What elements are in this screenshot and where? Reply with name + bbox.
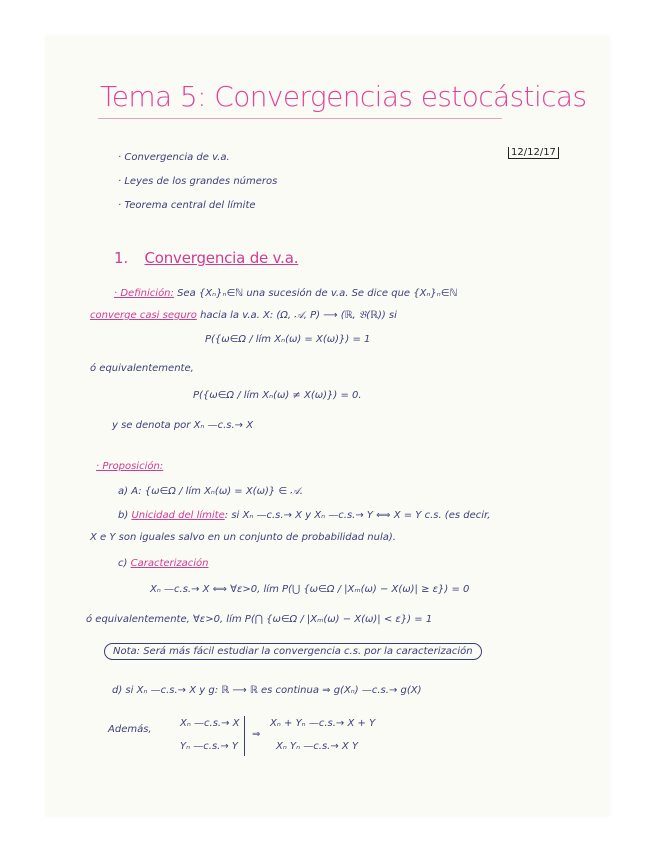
proposition-item-b <box>118 510 490 521</box>
contents-item-convergencia: · Convergencia de v.a. <box>118 152 230 163</box>
implies-arrow: ⇒ <box>252 729 261 740</box>
page-title: Tema 5: Convergencias estocásticas <box>100 80 587 113</box>
conclusion-sum: Xₙ + Yₙ —c.s.→ X + Y <box>270 718 376 729</box>
characterization-formula: Xₙ —c.s.→ X ⟺ ∀ε>0, lím P(⋃ {ω∈Ω / |Xₘ(ω) − X(ω)| ≥ ε}) = 0 <box>150 584 470 595</box>
item-c-term: Caracterización <box>130 558 209 569</box>
characterization-equivalent: ó equivalentemente, ∀ε>0, lím P(⋂ {ω∈Ω / |Xₘ(ω) − X(ω)| < ε}) = 1 <box>86 614 433 625</box>
note-box: Nota: Será más fácil estudiar la convergencia c.s. por la caracterización <box>104 643 482 660</box>
section-heading <box>114 249 298 267</box>
item-c-label: c) <box>118 558 128 569</box>
premise-y: Yₙ —c.s.→ Y <box>180 741 239 752</box>
ademas-label: Además, <box>108 724 152 735</box>
proposition-label: · Proposición: <box>96 461 164 472</box>
item-b-term: Unicidad del límite <box>131 510 225 521</box>
definition-formula-1: P({ω∈Ω / lím Xₙ(ω) = X(ω)}) = 1 <box>205 334 371 345</box>
definition-label: · Definición: <box>114 288 174 299</box>
definition-term: converge casi seguro <box>90 310 197 321</box>
date-stamp: 12/12/17 <box>508 147 559 159</box>
title-underline <box>98 118 502 119</box>
contents-item-leyes: · Leyes de los grandes números <box>118 176 278 187</box>
definition-text: Sea {Xₙ}ₙ∈ℕ una sucesión de v.a. Se dice que {Xₙ}ₙ∈ℕ <box>177 288 458 299</box>
section-title: Convergencia de v.a. <box>144 249 299 267</box>
definition-equivalently: ó equivalentemente, <box>90 363 194 374</box>
contents-item-teorema: · Teorema central del límite <box>118 200 256 211</box>
conclusion-product: Xₙ Yₙ —c.s.→ X Y <box>276 741 359 752</box>
item-b-label: b) <box>118 510 129 521</box>
proposition-item-b-continued: X e Y son iguales salvo en un conjunto de probabilidad nula). <box>90 532 396 543</box>
definition-line-1 <box>114 288 458 299</box>
proposition-item-d: d) si Xₙ —c.s.→ X y g: ℝ ⟶ ℝ es continua ⇒ g(Xₙ) —c.s.→ g(X) <box>112 685 422 696</box>
definition-notation: y se denota por Xₙ —c.s.→ X <box>112 420 254 431</box>
premise-x: Xₙ —c.s.→ X <box>180 718 240 729</box>
definition-formula-2: P({ω∈Ω / lím Xₙ(ω) ≠ X(ω)}) = 0. <box>193 390 362 401</box>
definition-line-2 <box>90 310 397 321</box>
item-b-text: : si Xₙ —c.s.→ X y Xₙ —c.s.→ Y ⟺ X = Y c.s. (es decir, <box>224 510 491 521</box>
section-number: 1. <box>114 249 128 267</box>
definition-text-2: hacia la v.a. X: (Ω, 𝒜, P) ⟶ (ℝ, 𝔅(ℝ)) si <box>200 310 397 321</box>
proposition-item-c <box>118 558 209 569</box>
proposition-item-a: a) A: {ω∈Ω / lím Xₙ(ω) = X(ω)} ∈ 𝒜. <box>118 486 303 497</box>
brace-divider <box>244 716 245 756</box>
